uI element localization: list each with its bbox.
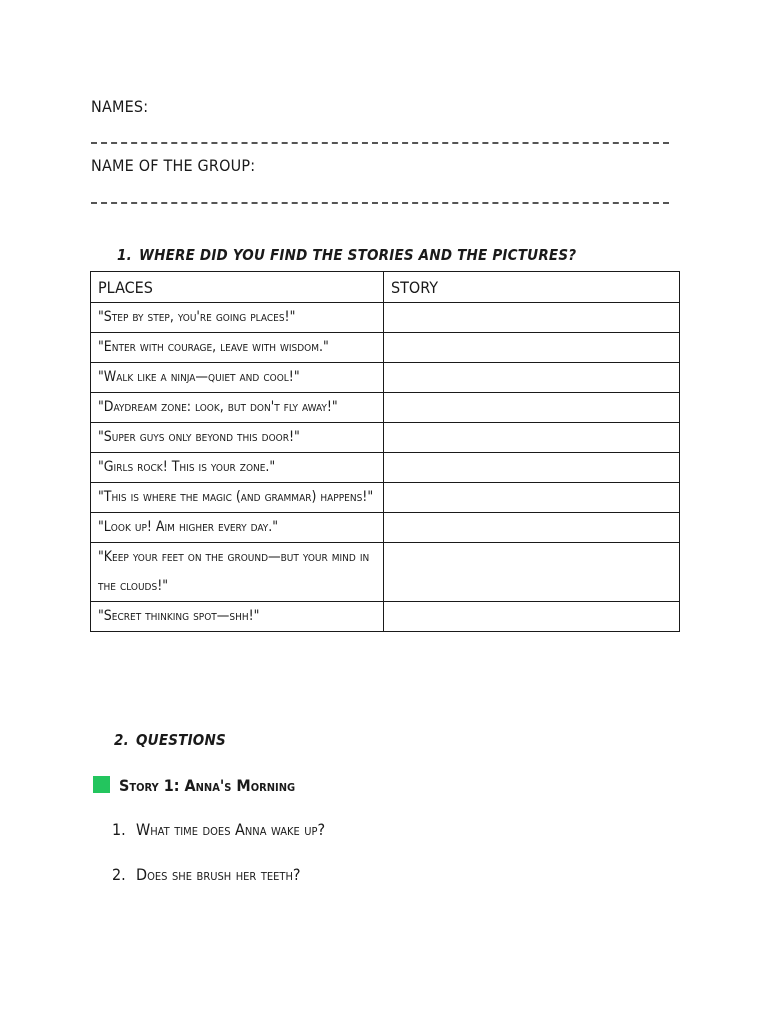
- table-row: [91, 333, 680, 363]
- table-row: [91, 543, 680, 602]
- story-answer-cell[interactable]: [384, 393, 680, 423]
- story-answer-cell[interactable]: [384, 333, 680, 363]
- section-2-title: QUESTIONS: [136, 731, 226, 749]
- question-number: 1.: [112, 820, 126, 839]
- place-cell: "Step by step, you're going places!": [91, 303, 384, 333]
- story-answer-cell[interactable]: [384, 483, 680, 513]
- place-cell: "Super guys only beyond this door!": [91, 423, 384, 453]
- section-1-title: WHERE DID YOU FIND THE STORIES AND THE PICTURES?: [139, 246, 577, 264]
- question-item: [112, 865, 301, 884]
- story-answer-cell[interactable]: [384, 423, 680, 453]
- places-table: [90, 271, 680, 632]
- table-row: [91, 423, 680, 453]
- section-2-number: 2.: [114, 731, 129, 749]
- place-cell: "Walk like a ninja—quiet and cool!": [91, 363, 384, 393]
- table-row: [91, 363, 680, 393]
- places-column-header: PLACES: [91, 272, 384, 303]
- place-cell: "Secret thinking spot—shh!": [91, 602, 384, 632]
- names-label: NAMES:: [91, 97, 149, 116]
- names-answer-line[interactable]: [91, 142, 669, 144]
- story-1-heading: [93, 776, 295, 795]
- place-cell: "Girls rock! This is your zone.": [91, 453, 384, 483]
- place-cell: "Keep your feet on the ground—but your mind in the clouds!": [91, 543, 384, 602]
- story-column-header: STORY: [384, 272, 680, 303]
- question-text: What time does Anna wake up?: [136, 820, 326, 839]
- story-answer-cell[interactable]: [384, 513, 680, 543]
- table-row: [91, 513, 680, 543]
- place-cell: "This is where the magic (and grammar) happens!": [91, 483, 384, 513]
- table-row: [91, 393, 680, 423]
- group-name-answer-line[interactable]: [91, 202, 669, 204]
- story-1-title: Story 1: Anna's Morning: [119, 776, 296, 795]
- table-row: [91, 483, 680, 513]
- group-name-label: NAME OF THE GROUP:: [91, 156, 256, 175]
- place-cell: "Look up! Aim higher every day.": [91, 513, 384, 543]
- section-1-number: 1.: [117, 246, 132, 264]
- story-answer-cell[interactable]: [384, 303, 680, 333]
- green-square-icon: [93, 776, 110, 793]
- question-item: [112, 820, 325, 839]
- table-row: [91, 602, 680, 632]
- place-cell: "Enter with courage, leave with wisdom.": [91, 333, 384, 363]
- table-header-row: [91, 272, 680, 303]
- story-answer-cell[interactable]: [384, 453, 680, 483]
- story-answer-cell[interactable]: [384, 543, 680, 602]
- place-cell: "Daydream zone: look, but don't fly away!": [91, 393, 384, 423]
- table-row: [91, 303, 680, 333]
- question-text: Does she brush her teeth?: [136, 865, 301, 884]
- story-answer-cell[interactable]: [384, 363, 680, 393]
- story-answer-cell[interactable]: [384, 602, 680, 632]
- section-2-heading: [114, 731, 226, 749]
- table-row: [91, 453, 680, 483]
- question-number: 2.: [112, 865, 126, 884]
- section-1-heading: [117, 246, 576, 264]
